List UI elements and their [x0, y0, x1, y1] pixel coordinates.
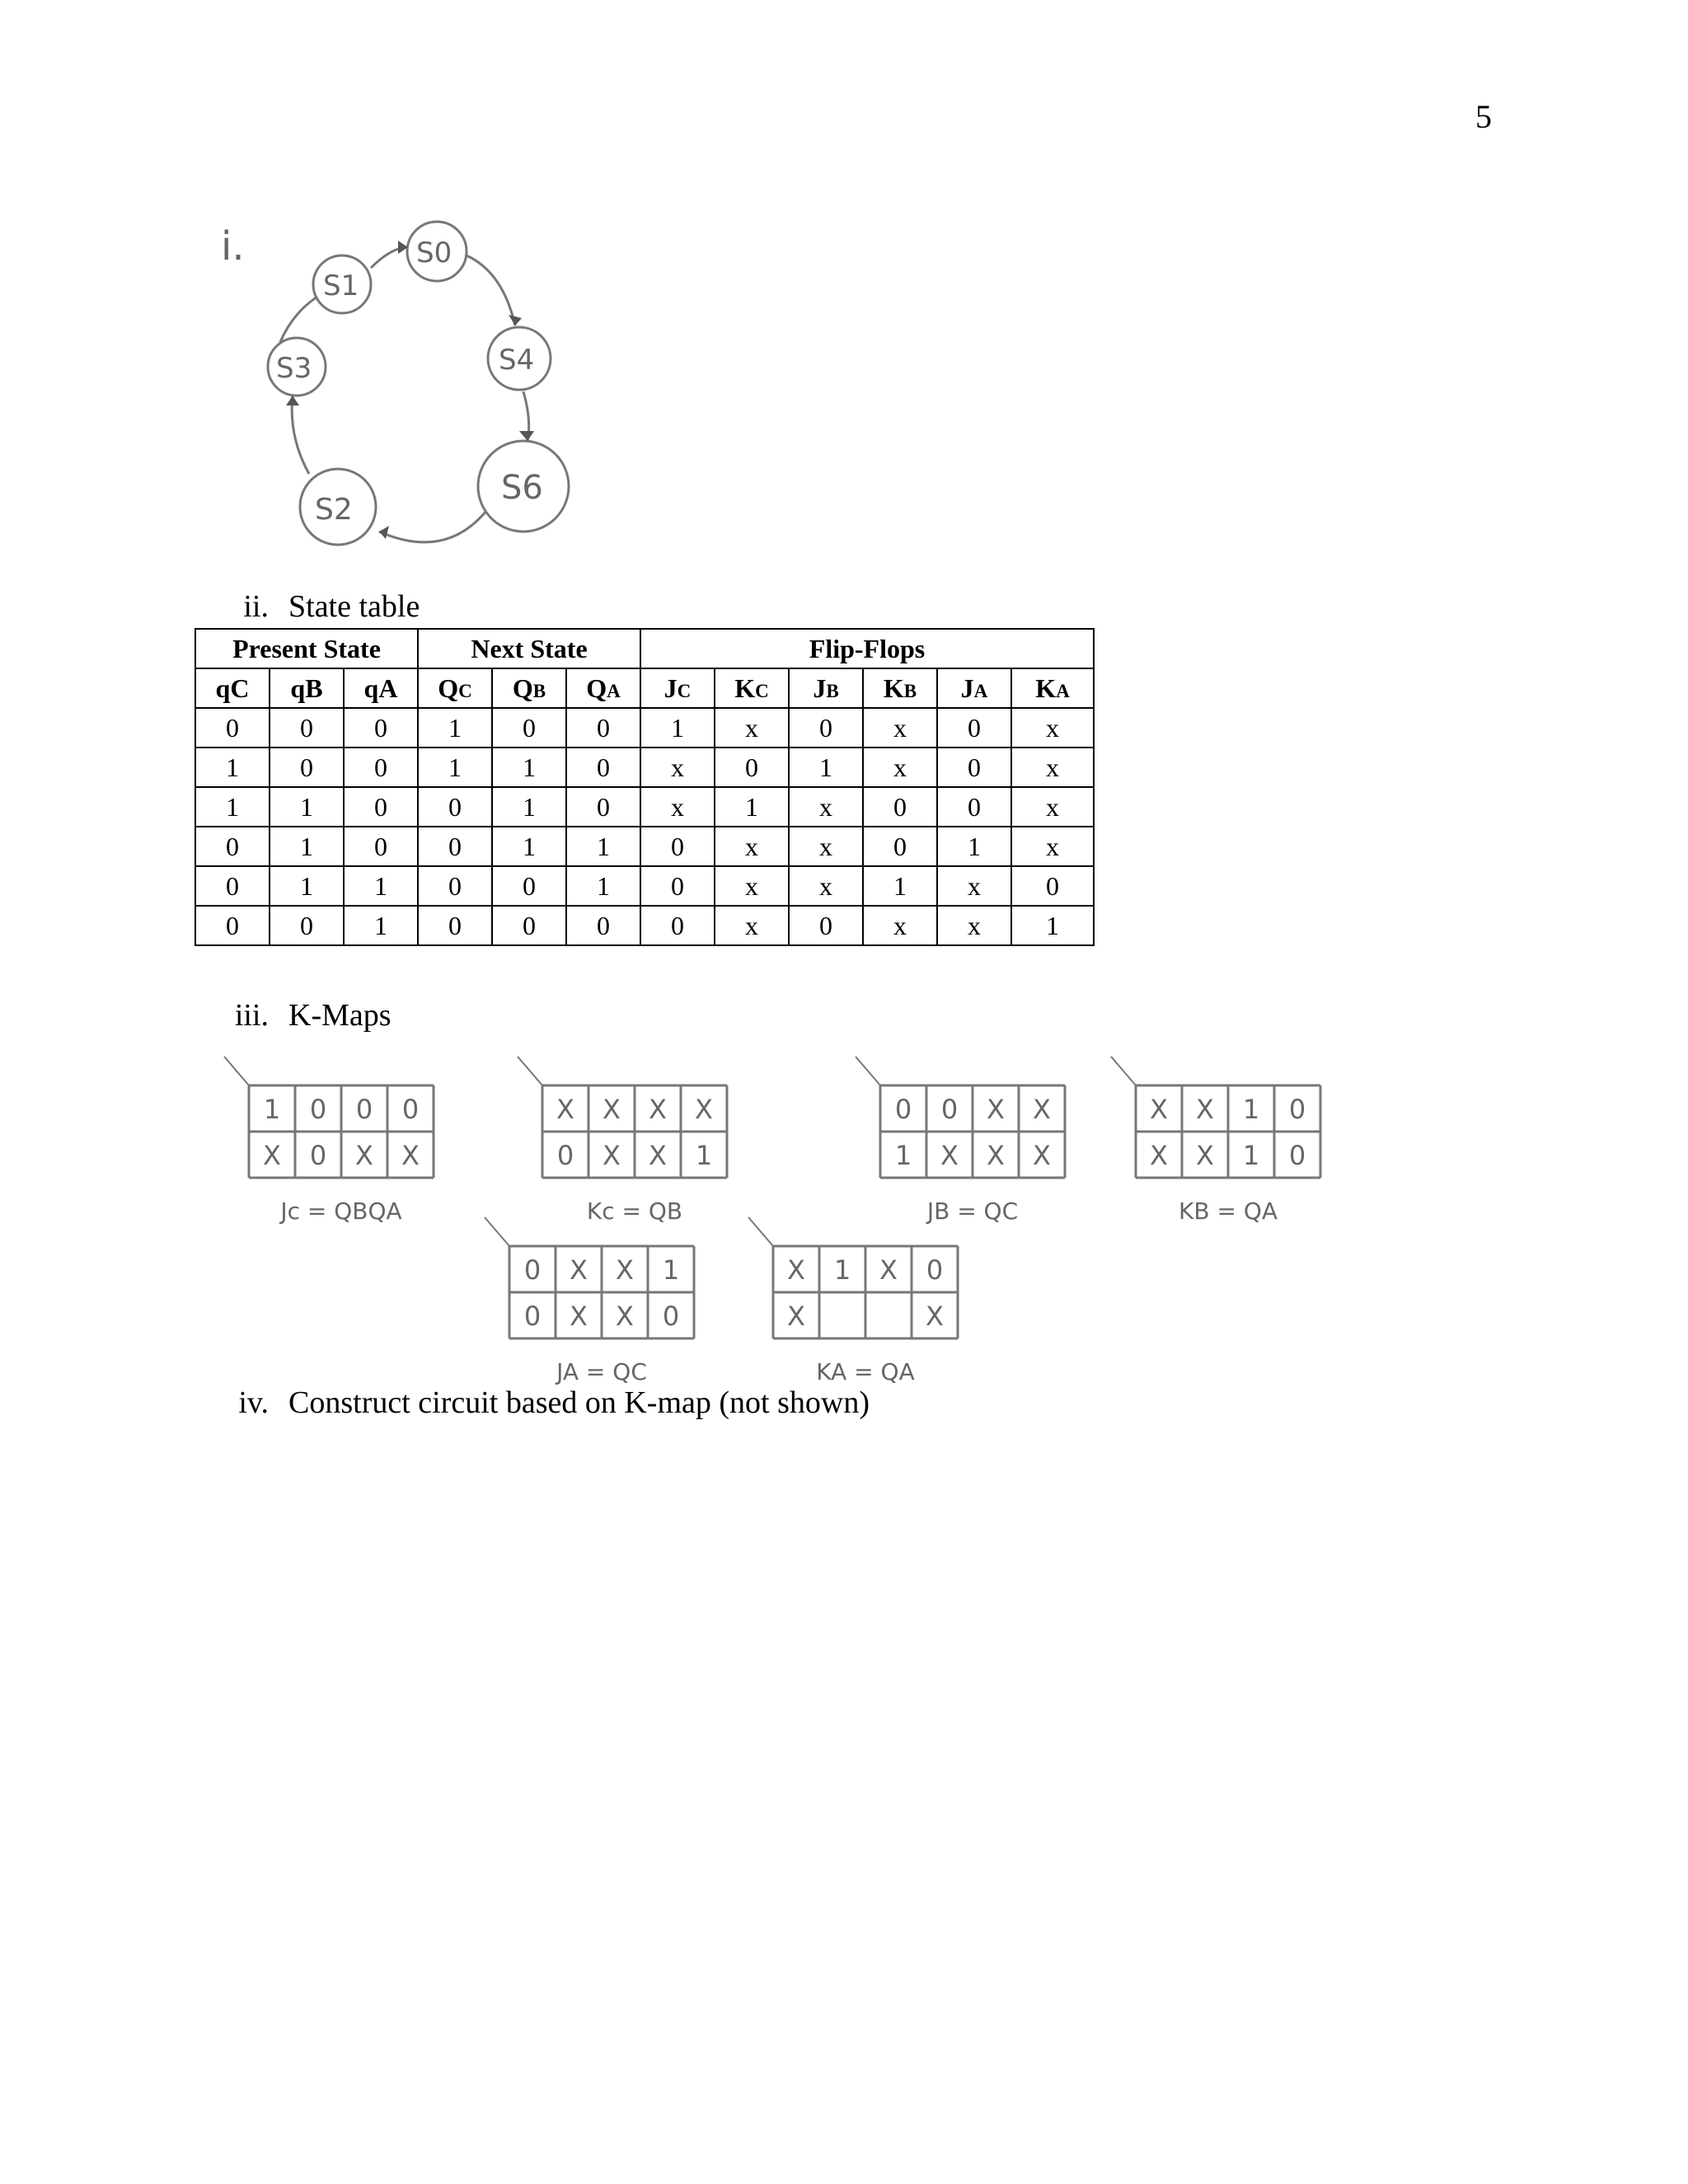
table-row: 0 0 1 0 0 0 0 x 0 x x 1 — [195, 906, 1094, 945]
kmap-cell: X — [926, 1301, 944, 1332]
table-row: 1 0 0 1 1 0 x 0 1 x 0 x — [195, 748, 1094, 787]
kmap-grid — [1088, 1043, 1337, 1235]
kmap-caption: Jc = QBQA — [280, 1197, 402, 1225]
kmap-cell: 0 — [556, 1140, 574, 1171]
kmap-cell: X — [355, 1140, 373, 1171]
state-label: S4 — [499, 344, 535, 377]
state-label: S3 — [276, 352, 312, 385]
kmap-cell: X — [570, 1254, 588, 1286]
kmap-cell: X — [401, 1140, 420, 1171]
column-header: JB — [789, 668, 863, 708]
kmap-cell: 1 — [695, 1140, 713, 1171]
table-row: 0 0 0 1 0 0 1 x 0 x 0 x — [195, 708, 1094, 748]
kmap-cell: 0 — [523, 1301, 542, 1332]
kmap-sketch — [201, 1043, 450, 1235]
kmap-caption: KA = QA — [816, 1358, 915, 1385]
table-row: 1 1 0 0 1 0 x 1 x 0 0 x — [195, 787, 1094, 827]
circuit-caption: iv. Construct circuit based on K-map (not shown) — [238, 1385, 870, 1420]
kmap-grid — [725, 1203, 974, 1396]
state-label: S0 — [416, 237, 452, 269]
kmap-cell: X — [787, 1254, 805, 1286]
kmap-cell: 0 — [401, 1094, 420, 1125]
column-header: qC — [195, 668, 270, 708]
flip-flops-header: Flip-Flops — [640, 629, 1094, 668]
table-row: 0 1 0 0 1 1 0 x x 0 1 x — [195, 827, 1094, 866]
kmap-cell: 0 — [355, 1094, 373, 1125]
kmap-grid — [201, 1043, 450, 1235]
kmap-cell: 1 — [894, 1140, 912, 1171]
kmaps-caption: iii. K-Maps — [234, 998, 392, 1033]
column-header: QB — [492, 668, 566, 708]
kmap-cell: 1 — [662, 1254, 680, 1286]
kmap-sketch — [462, 1203, 710, 1396]
kmap-cell: 0 — [1288, 1094, 1306, 1125]
kmap-cell: X — [649, 1094, 667, 1125]
kmap-cell: 0 — [309, 1094, 327, 1125]
kmap-cell: X — [987, 1094, 1005, 1125]
page-number: 5 — [1475, 98, 1492, 135]
kmap-cell: X — [1033, 1140, 1051, 1171]
column-header: qA — [344, 668, 418, 708]
kmap-cell: X — [1196, 1140, 1214, 1171]
kmap-cell: 1 — [833, 1254, 851, 1286]
kmap-cell: 0 — [1288, 1140, 1306, 1171]
kmap-cell: X — [570, 1301, 588, 1332]
table-row: 0 1 1 0 0 1 0 x x 1 x 0 — [195, 866, 1094, 906]
kmap-cell: X — [616, 1254, 634, 1286]
kmap-cell: 1 — [1242, 1094, 1260, 1125]
column-header: QA — [566, 668, 640, 708]
state-label: S6 — [501, 469, 543, 507]
column-header: KB — [863, 668, 937, 708]
column-header: JC — [640, 668, 715, 708]
kmap-cell: 1 — [1242, 1140, 1260, 1171]
state-table-caption: ii. State table — [243, 589, 420, 624]
kmap-caption: Kc = QB — [586, 1197, 683, 1225]
kmap-cell: X — [603, 1140, 621, 1171]
kmap-cell: X — [879, 1254, 898, 1286]
column-header: JA — [937, 668, 1011, 708]
column-header: KC — [715, 668, 789, 708]
kmap-cell: X — [616, 1301, 634, 1332]
state-label: S1 — [323, 269, 359, 302]
kmap-cell: 0 — [309, 1140, 327, 1171]
column-header: KA — [1011, 668, 1094, 708]
kmap-sketch — [1088, 1043, 1337, 1235]
present-state-header: Present State — [195, 629, 418, 668]
kmap-cell: X — [1196, 1094, 1214, 1125]
kmap-cell: 1 — [263, 1094, 281, 1125]
kmap-cell: X — [263, 1140, 281, 1171]
kmap-cell: X — [1150, 1140, 1168, 1171]
kmap-cell: 0 — [894, 1094, 912, 1125]
kmap-cell: X — [1033, 1094, 1051, 1125]
kmap-cell: X — [603, 1094, 621, 1125]
kmap-cell: 0 — [940, 1094, 959, 1125]
kmap-cell: X — [1150, 1094, 1168, 1125]
kmap-cell: 0 — [523, 1254, 542, 1286]
kmap-cell: X — [940, 1140, 959, 1171]
kmap-cell: X — [695, 1094, 713, 1125]
kmap-caption: JA = QC — [556, 1358, 647, 1385]
state-diagram — [198, 198, 610, 585]
kmap-cell: X — [649, 1140, 667, 1171]
kmap-cell: X — [556, 1094, 574, 1125]
kmap-cell: X — [987, 1140, 1005, 1171]
kmap-cell: X — [787, 1301, 805, 1332]
next-state-header: Next State — [418, 629, 640, 668]
kmap-caption: KB = QA — [1178, 1197, 1278, 1225]
state-label: S2 — [315, 493, 353, 527]
column-header: QC — [418, 668, 492, 708]
kmap-cell: 0 — [926, 1254, 944, 1286]
kmap-cell: 0 — [662, 1301, 680, 1332]
item-marker: i. — [221, 223, 245, 269]
column-header: qB — [270, 668, 344, 708]
state-table — [195, 628, 1095, 946]
kmap-caption: JB = QC — [926, 1197, 1019, 1225]
kmap-sketch — [725, 1203, 974, 1396]
kmap-grid — [462, 1203, 710, 1396]
